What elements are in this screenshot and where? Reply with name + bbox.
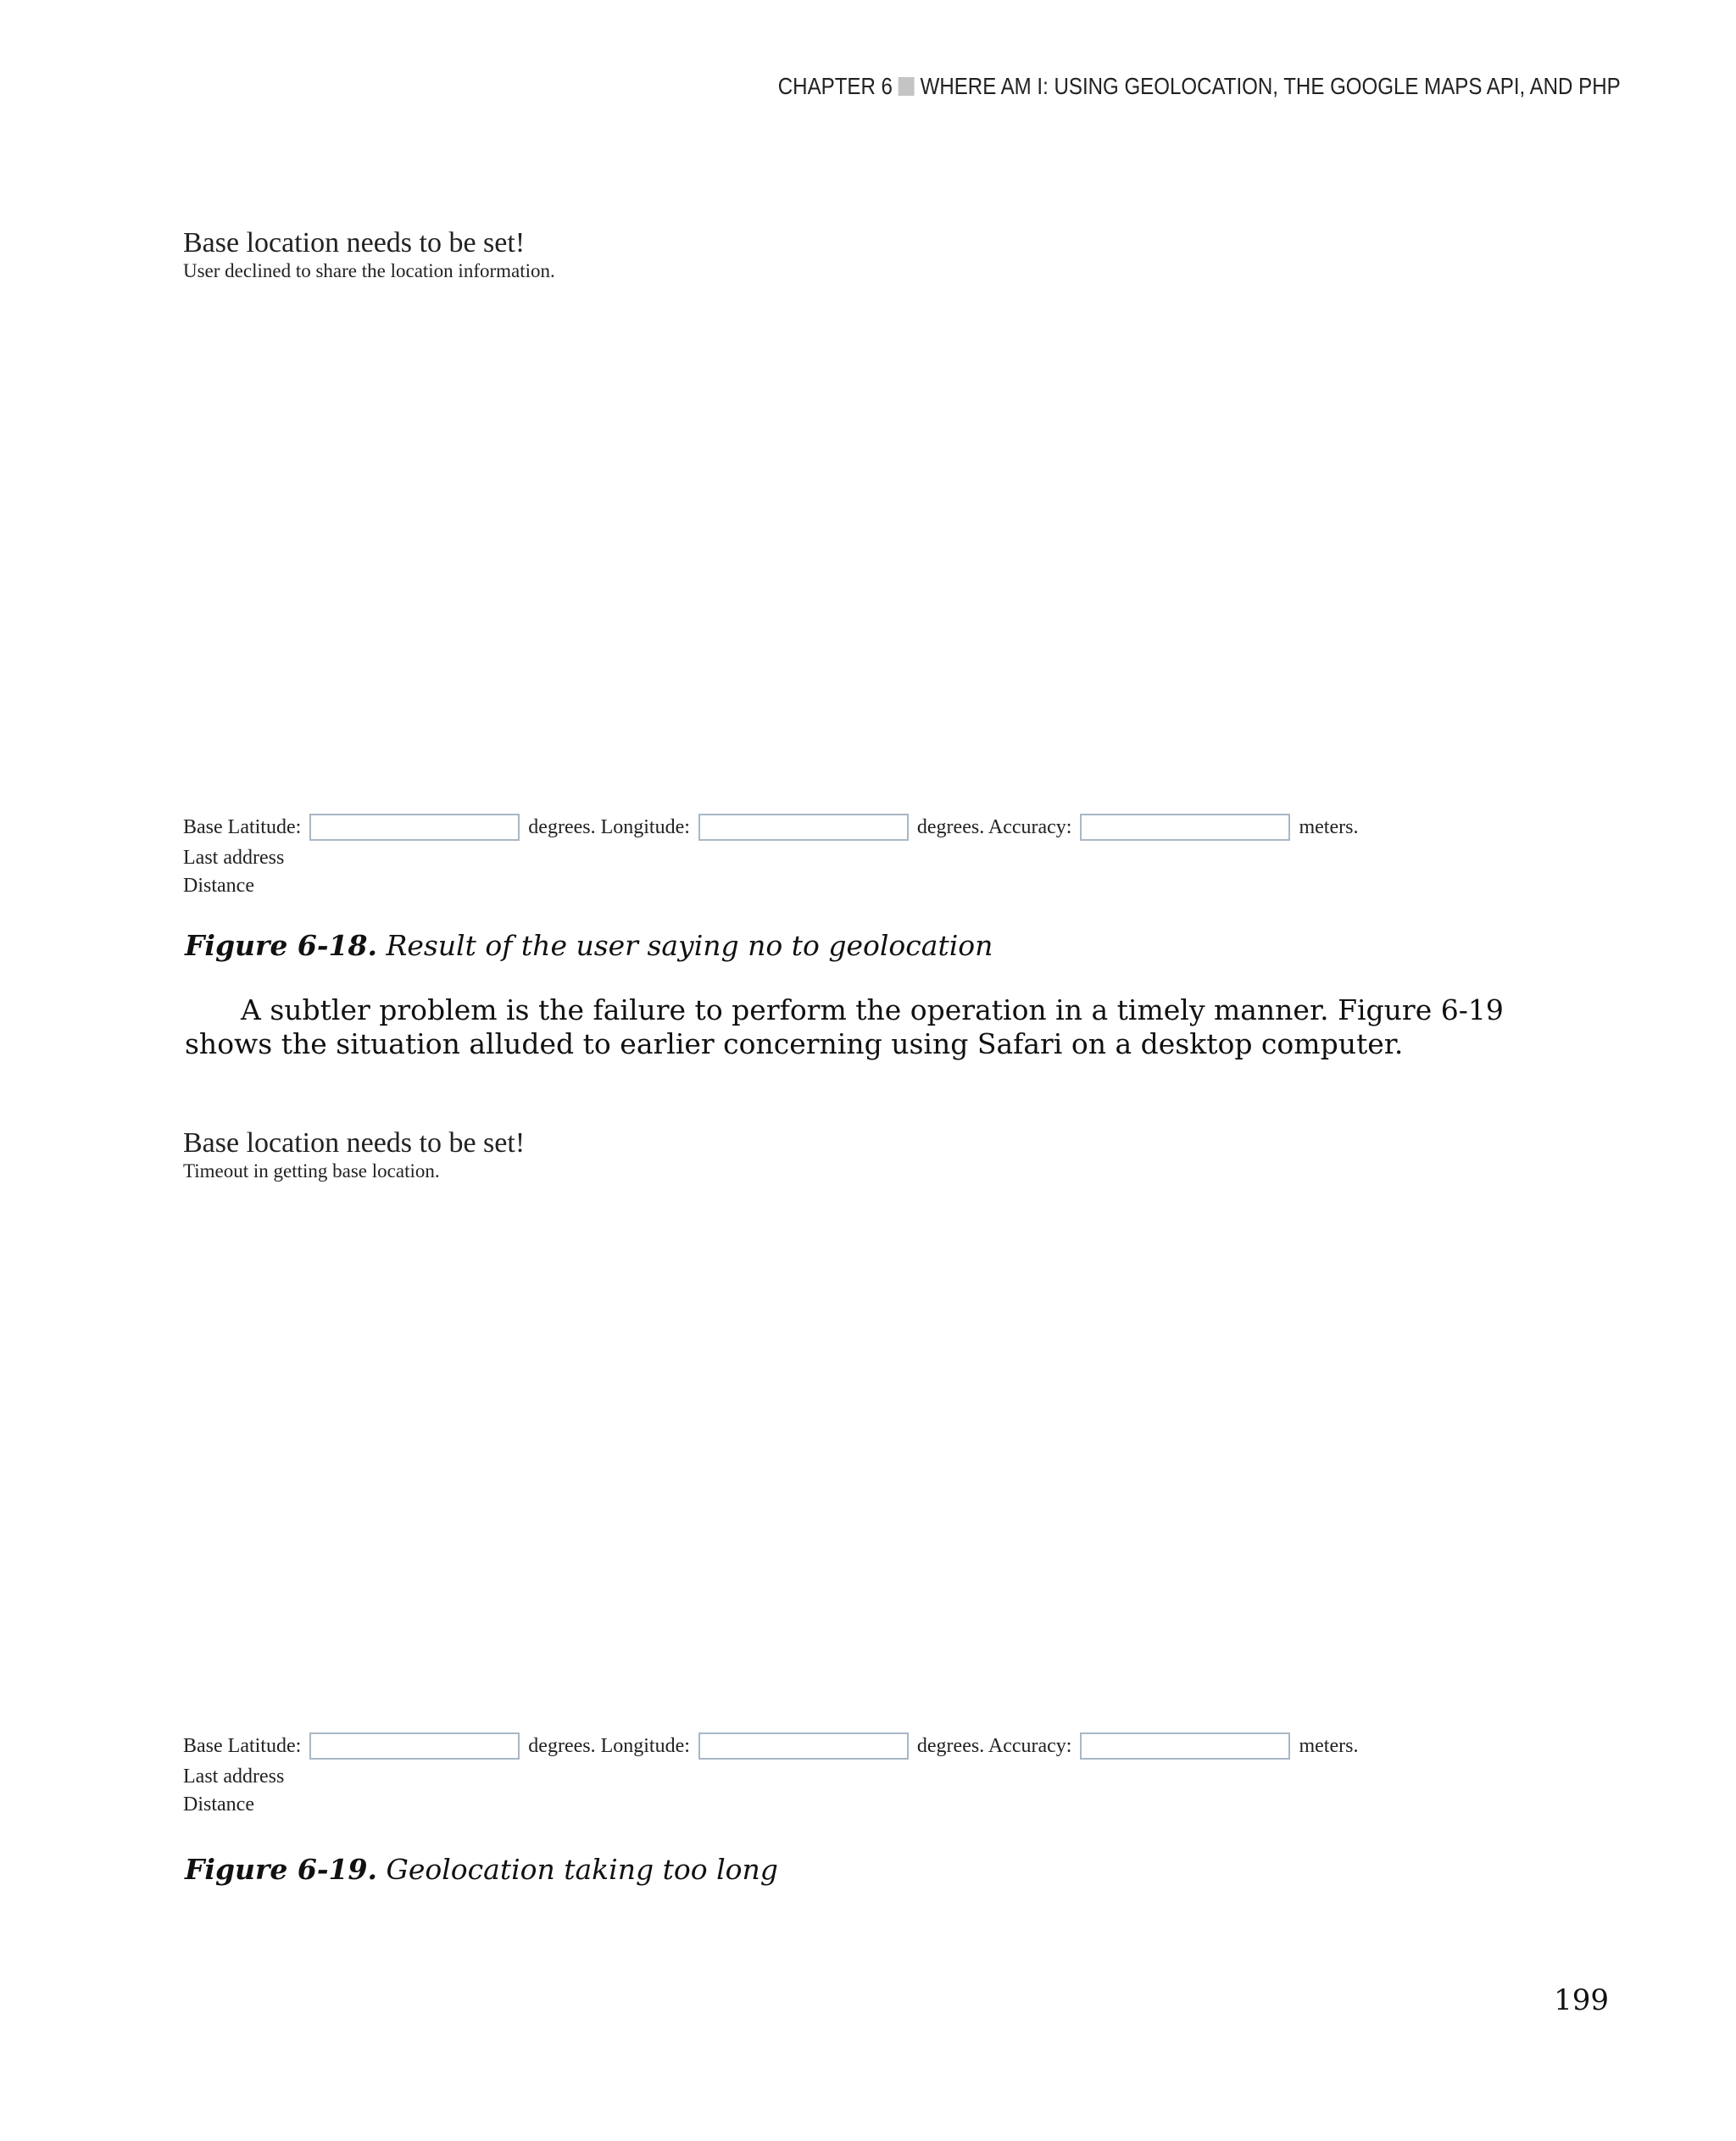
- distance-label: Distance: [183, 875, 254, 897]
- base-latitude-label: Base Latitude:: [183, 1734, 302, 1757]
- figure-19-caption: [185, 1853, 778, 1886]
- figure-18-form: [183, 810, 1358, 900]
- caption-label: Figure 6-18.: [185, 929, 377, 962]
- accuracy-input[interactable]: [1080, 814, 1290, 841]
- longitude-label: degrees. Longitude:: [528, 1734, 690, 1757]
- status-message: User declined to share the location information.: [183, 260, 555, 281]
- figure-18-caption: [185, 929, 993, 962]
- latitude-input[interactable]: [309, 814, 520, 841]
- caption-text: Geolocation taking too long: [386, 1853, 778, 1886]
- running-head: [778, 73, 1621, 100]
- accuracy-label: degrees. Accuracy:: [916, 815, 1072, 838]
- longitude-input[interactable]: [698, 814, 909, 841]
- latitude-input[interactable]: [309, 1732, 520, 1760]
- accuracy-input[interactable]: [1080, 1732, 1290, 1760]
- figure-18-screenshot: [183, 227, 555, 283]
- distance-label: Distance: [183, 1793, 254, 1816]
- figure-19-form: [183, 1729, 1358, 1819]
- figure-19-screenshot: [183, 1127, 525, 1183]
- meters-label: meters.: [1299, 1734, 1359, 1757]
- longitude-label: degrees. Longitude:: [528, 815, 690, 838]
- base-latitude-label: Base Latitude:: [183, 815, 302, 838]
- caption-text: Result of the user saying no to geolocation: [386, 929, 993, 962]
- meters-label: meters.: [1299, 815, 1359, 838]
- status-message: Timeout in getting base location.: [183, 1160, 440, 1182]
- caption-label: Figure 6-19.: [185, 1853, 377, 1886]
- separator-square-icon: [899, 77, 915, 96]
- last-address-label: Last address: [183, 1766, 285, 1788]
- chapter-label: CHAPTER 6: [778, 73, 893, 99]
- body-paragraph: A subtler problem is the failure to perform the operation in a timely manner. Figure 6-19 shows the situation alluded to earlier concerning using Safari on a desktop computer.: [185, 993, 1504, 1060]
- page-number: 199: [1554, 1983, 1609, 2017]
- chapter-title: WHERE AM I: USING GEOLOCATION, THE GOOGLE MAPS API, AND PHP: [920, 73, 1621, 99]
- status-heading: Base location needs to be set!: [183, 227, 526, 259]
- last-address-label: Last address: [183, 847, 285, 869]
- accuracy-label: degrees. Accuracy:: [916, 1734, 1072, 1757]
- status-heading: Base location needs to be set!: [183, 1127, 526, 1159]
- longitude-input[interactable]: [698, 1732, 909, 1760]
